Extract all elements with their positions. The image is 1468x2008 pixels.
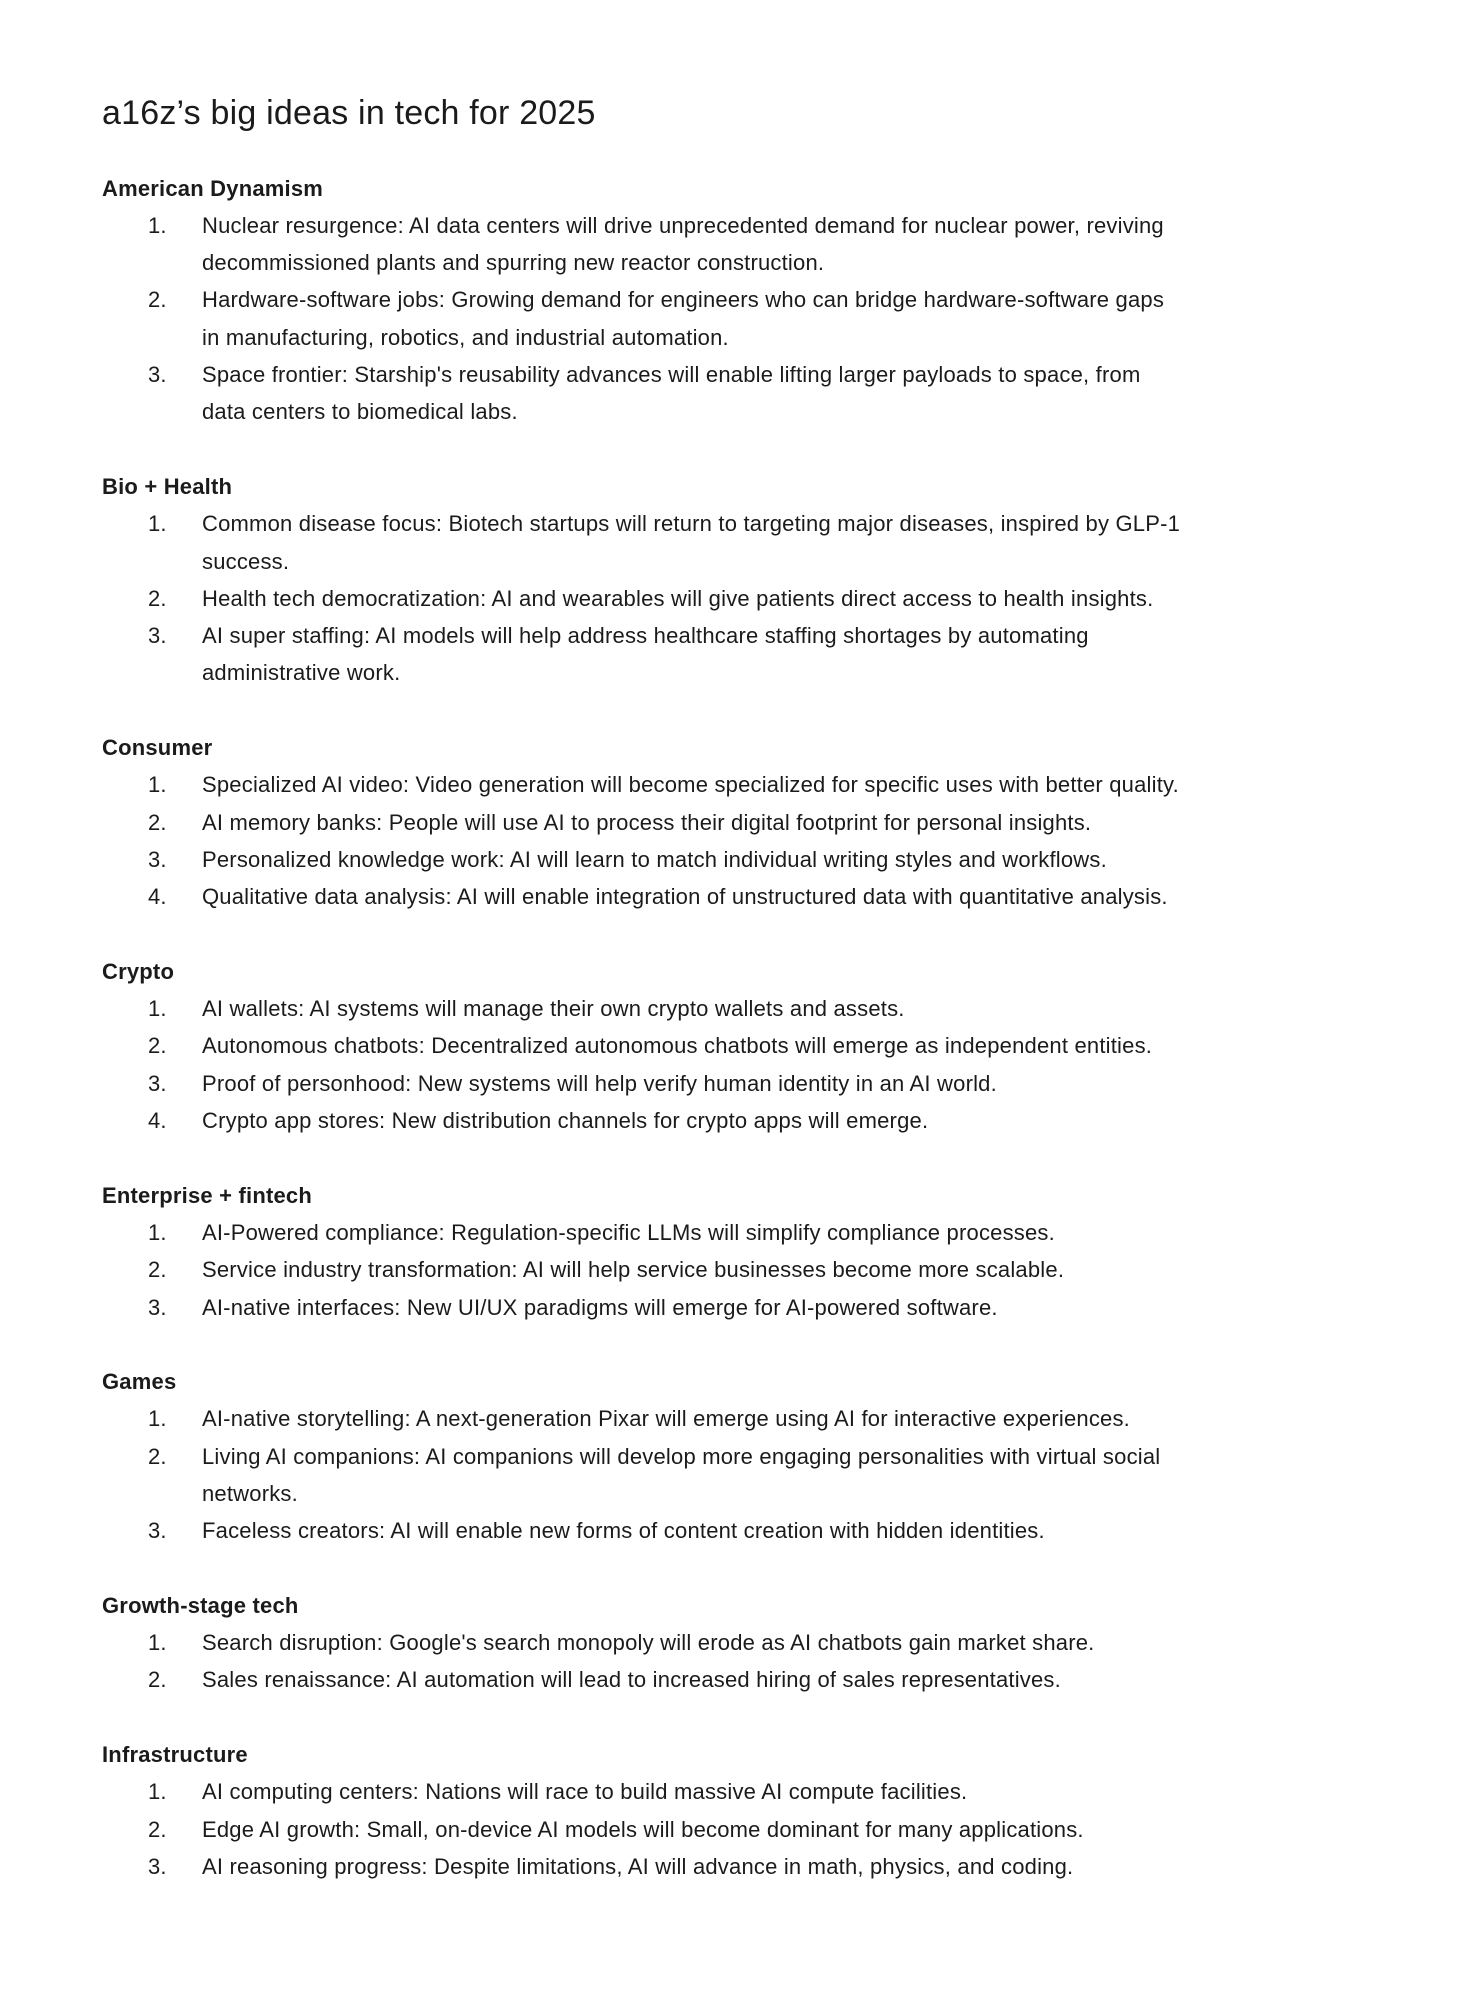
list-item bbox=[102, 281, 1420, 356]
list-item-number: 1. bbox=[148, 511, 167, 537]
list-item-number: 1. bbox=[148, 212, 167, 238]
list-item bbox=[102, 990, 1420, 1027]
list-item-text-line: Proof of personhood: New systems will help verify human identity in an AI world. bbox=[202, 1070, 997, 1096]
list-item-text-line: networks. bbox=[202, 1480, 298, 1506]
list-item-number: 3. bbox=[148, 623, 167, 649]
document-title: a16z’s big ideas in tech for 2025 bbox=[102, 94, 596, 132]
list-item-text-line: AI-native interfaces: New UI/UX paradigms will emerge for AI-powered software. bbox=[202, 1294, 998, 1320]
list-item-text-line: decommissioned plants and spurring new reactor construction. bbox=[202, 250, 825, 276]
list-item-text-line: Hardware-software jobs: Growing demand for engineers who can bridge hardware-software gaps bbox=[202, 287, 1165, 313]
list-item-text-line: AI memory banks: People will use AI to process their digital footprint for personal insights. bbox=[202, 809, 1092, 835]
list-item bbox=[102, 505, 1420, 580]
list-item bbox=[102, 1400, 1420, 1437]
list-item-text-line: AI reasoning progress: Despite limitations, AI will advance in math, physics, and coding. bbox=[202, 1853, 1074, 1879]
list-item-text-line: Autonomous chatbots: Decentralized autonomous chatbots will emerge as independent entities. bbox=[202, 1033, 1153, 1059]
list-item-number: 1. bbox=[148, 1406, 167, 1432]
list-item bbox=[102, 580, 1420, 617]
list-item bbox=[102, 878, 1420, 915]
list-item-text-line: AI-Powered compliance: Regulation-specific LLMs will simplify compliance processes. bbox=[202, 1219, 1055, 1245]
list-item-number: 2. bbox=[148, 287, 167, 313]
list-item bbox=[102, 1661, 1420, 1698]
list-item-text-line: Space frontier: Starship's reusability advances will enable lifting larger payloads to space, from bbox=[202, 362, 1141, 388]
list-item bbox=[102, 1624, 1420, 1661]
list-item-number: 1. bbox=[148, 1219, 167, 1245]
list-item-text-line: Specialized AI video: Video generation will become specialized for specific uses with better quality. bbox=[202, 772, 1179, 798]
list-item-number: 2. bbox=[148, 1257, 167, 1283]
list-item-text-line: Qualitative data analysis: AI will enable integration of unstructured data with quantitative analysis. bbox=[202, 884, 1168, 910]
list-item-number: 1. bbox=[148, 996, 167, 1022]
section bbox=[102, 170, 1420, 431]
list-item-text-line: AI-native storytelling: A next-generation Pixar will emerge using AI for interactive experiences. bbox=[202, 1406, 1130, 1432]
list-item-text-line: AI super staffing: AI models will help address healthcare staffing shortages by automating bbox=[202, 623, 1089, 649]
list-item-text-line: Faceless creators: AI will enable new forms of content creation with hidden identities. bbox=[202, 1518, 1045, 1544]
section bbox=[102, 468, 1420, 692]
section-heading: Enterprise + fintech bbox=[102, 1182, 313, 1208]
list-item bbox=[102, 1811, 1420, 1848]
list-item bbox=[102, 617, 1420, 692]
list-item-number: 3. bbox=[148, 846, 167, 872]
list-item-text-line: Living AI companions: AI companions will develop more engaging personalities with virtual social bbox=[202, 1443, 1161, 1469]
section bbox=[102, 953, 1420, 1139]
list-item-text-line: Edge AI growth: Small, on-device AI models will become dominant for many applications. bbox=[202, 1816, 1084, 1842]
list-item-text-line: Crypto app stores: New distribution channels for crypto apps will emerge. bbox=[202, 1108, 929, 1134]
list-item-number: 2. bbox=[148, 1033, 167, 1059]
list-item bbox=[102, 1214, 1420, 1251]
list-item-text-line: Search disruption: Google's search monopoly will erode as AI chatbots gain market share. bbox=[202, 1630, 1095, 1656]
list-item bbox=[102, 766, 1420, 803]
list-item-number: 2. bbox=[148, 1667, 167, 1693]
list-item-number: 2. bbox=[148, 809, 167, 835]
list-item bbox=[102, 207, 1420, 282]
list-item bbox=[102, 1512, 1420, 1549]
list-item-number: 1. bbox=[148, 772, 167, 798]
section bbox=[102, 1587, 1420, 1699]
list-item bbox=[102, 1773, 1420, 1810]
list-item-text-line: success. bbox=[202, 548, 290, 574]
list-item bbox=[102, 1289, 1420, 1326]
list-item-number: 4. bbox=[148, 884, 167, 910]
list-item-text-line: data centers to biomedical labs. bbox=[202, 399, 518, 425]
list-item-text-line: Sales renaissance: AI automation will lead to increased hiring of sales representatives. bbox=[202, 1667, 1061, 1693]
section bbox=[102, 729, 1420, 915]
section-heading: Infrastructure bbox=[102, 1742, 248, 1768]
section-heading: American Dynamism bbox=[102, 175, 324, 201]
section-heading: Crypto bbox=[102, 958, 175, 984]
section-heading: Games bbox=[102, 1369, 177, 1395]
list-item-number: 2. bbox=[148, 1816, 167, 1842]
list-item-number: 3. bbox=[148, 1294, 167, 1320]
list-item-text-line: Health tech democratization: AI and wearables will give patients direct access to health insights. bbox=[202, 585, 1154, 611]
section bbox=[102, 1363, 1420, 1549]
list-item-number: 2. bbox=[148, 1443, 167, 1469]
list-item-text-line: AI computing centers: Nations will race to build massive AI compute facilities. bbox=[202, 1779, 968, 1805]
section bbox=[102, 1736, 1420, 1885]
list-item-number: 2. bbox=[148, 585, 167, 611]
list-item-text-line: Personalized knowledge work: AI will learn to match individual writing styles and workflows. bbox=[202, 846, 1107, 872]
list-item-text-line: Nuclear resurgence: AI data centers will drive unprecedented demand for nuclear power, reviving bbox=[202, 212, 1164, 238]
list-item-number: 3. bbox=[148, 1070, 167, 1096]
list-item-text-line: in manufacturing, robotics, and industrial automation. bbox=[202, 324, 729, 350]
section-heading: Consumer bbox=[102, 735, 213, 761]
list-item-text-line: AI wallets: AI systems will manage their own crypto wallets and assets. bbox=[202, 996, 905, 1022]
list-item bbox=[102, 1065, 1420, 1102]
list-item bbox=[102, 1027, 1420, 1064]
list-item-text-line: Service industry transformation: AI will help service businesses become more scalable. bbox=[202, 1257, 1065, 1283]
list-item-number: 3. bbox=[148, 1518, 167, 1544]
section-heading: Growth-stage tech bbox=[102, 1592, 299, 1618]
list-item bbox=[102, 804, 1420, 841]
list-item bbox=[102, 1848, 1420, 1885]
document-body bbox=[102, 170, 1420, 1886]
list-item bbox=[102, 1438, 1420, 1513]
list-item bbox=[102, 356, 1420, 431]
list-item-number: 4. bbox=[148, 1108, 167, 1134]
section-heading: Bio + Health bbox=[102, 473, 233, 499]
list-item bbox=[102, 1251, 1420, 1288]
list-item-text-line: Common disease focus: Biotech startups will return to targeting major diseases, inspired by GLP-1 bbox=[202, 511, 1181, 537]
list-item-number: 3. bbox=[148, 362, 167, 388]
list-item-number: 3. bbox=[148, 1853, 167, 1879]
list-item-number: 1. bbox=[148, 1630, 167, 1656]
list-item bbox=[102, 1102, 1420, 1139]
list-item-number: 1. bbox=[148, 1779, 167, 1805]
list-item-text-line: administrative work. bbox=[202, 660, 401, 686]
list-item bbox=[102, 841, 1420, 878]
section bbox=[102, 1177, 1420, 1326]
